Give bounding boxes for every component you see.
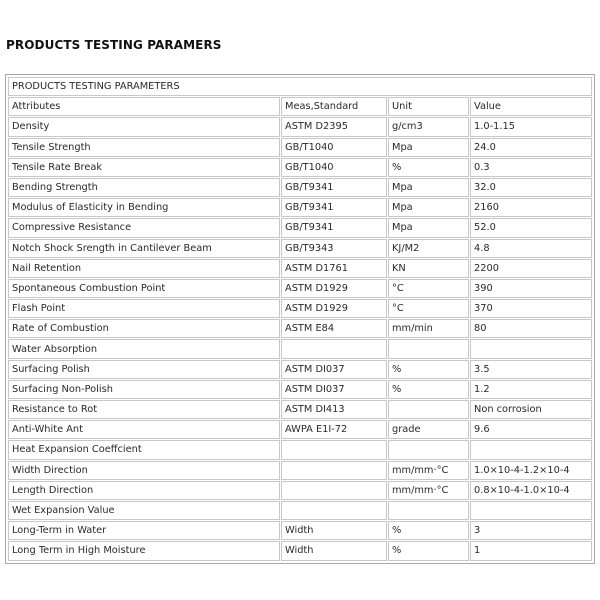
value-cell: 3: [470, 521, 592, 540]
unit-cell: mm/min: [388, 319, 469, 338]
attribute-cell: Surfacing Non-Polish: [8, 380, 280, 399]
attribute-cell: Width Direction: [8, 461, 280, 480]
table-row: [8, 440, 592, 459]
standard-cell: Width: [281, 521, 387, 540]
value-cell: 0.3: [470, 158, 592, 177]
attribute-cell: Compressive Resistance: [8, 218, 280, 237]
table-row: [8, 541, 592, 560]
unit-cell: mm/mm·°C: [388, 481, 469, 500]
testing-parameters-table-frame: [5, 74, 595, 564]
column-header-attributes: Attributes: [8, 97, 280, 116]
attribute-cell: Long-Term in Water: [8, 521, 280, 540]
table-row: [8, 239, 592, 258]
unit-cell: %: [388, 380, 469, 399]
value-cell: 2200: [470, 259, 592, 278]
value-cell: 390: [470, 279, 592, 298]
standard-cell: GB/T1040: [281, 138, 387, 157]
value-cell: 32.0: [470, 178, 592, 197]
value-cell: 80: [470, 319, 592, 338]
standard-cell: GB/T9341: [281, 178, 387, 197]
unit-cell: KN: [388, 259, 469, 278]
attribute-cell: Long Term in High Moisture: [8, 541, 280, 560]
table-row: [8, 138, 592, 157]
unit-cell: mm/mm·°C: [388, 461, 469, 480]
value-cell: 1.2: [470, 380, 592, 399]
standard-cell: GB/T9343: [281, 239, 387, 258]
standard-cell: ASTM D1761: [281, 259, 387, 278]
table-row: [8, 158, 592, 177]
attribute-cell: Bending Strength: [8, 178, 280, 197]
standard-cell: [281, 339, 387, 358]
standard-cell: [281, 440, 387, 459]
value-cell: Non corrosion: [470, 400, 592, 419]
standard-cell: ASTM DI413: [281, 400, 387, 419]
unit-cell: [388, 400, 469, 419]
table-row: [8, 501, 592, 520]
page-title: PRODUCTS TESTING PARAMERS: [6, 38, 222, 52]
standard-cell: [281, 501, 387, 520]
attribute-cell: Wet Expansion Value: [8, 501, 280, 520]
unit-cell: [388, 339, 469, 358]
attribute-cell: Spontaneous Combustion Point: [8, 279, 280, 298]
unit-cell: °C: [388, 279, 469, 298]
value-cell: 1.0-1.15: [470, 117, 592, 136]
standard-cell: ASTM D1929: [281, 279, 387, 298]
table-row: [8, 279, 592, 298]
table-body: [8, 117, 592, 560]
attribute-cell: Tensile Rate Break: [8, 158, 280, 177]
standard-cell: ASTM E84: [281, 319, 387, 338]
standard-cell: ASTM DI037: [281, 380, 387, 399]
table-row: [8, 198, 592, 217]
unit-cell: %: [388, 360, 469, 379]
testing-parameters-table: [7, 76, 593, 562]
unit-cell: KJ/M2: [388, 239, 469, 258]
standard-cell: GB/T9341: [281, 198, 387, 217]
table-row: [8, 380, 592, 399]
table-row: [8, 461, 592, 480]
attribute-cell: Density: [8, 117, 280, 136]
table-row: [8, 521, 592, 540]
column-header-value: Value: [470, 97, 592, 116]
attribute-cell: Modulus of Elasticity in Bending: [8, 198, 280, 217]
column-header-unit: Unit: [388, 97, 469, 116]
value-cell: [470, 501, 592, 520]
standard-cell: Width: [281, 541, 387, 560]
table-header-row: [8, 97, 592, 116]
unit-cell: %: [388, 158, 469, 177]
attribute-cell: Surfacing Polish: [8, 360, 280, 379]
table-row: [8, 319, 592, 338]
table-row: [8, 259, 592, 278]
unit-cell: Mpa: [388, 218, 469, 237]
attribute-cell: Anti-White Ant: [8, 420, 280, 439]
value-cell: 370: [470, 299, 592, 318]
unit-cell: °C: [388, 299, 469, 318]
value-cell: 4.8: [470, 239, 592, 258]
unit-cell: Mpa: [388, 198, 469, 217]
value-cell: [470, 440, 592, 459]
unit-cell: %: [388, 541, 469, 560]
standard-cell: ASTM DI037: [281, 360, 387, 379]
table-row: [8, 117, 592, 136]
standard-cell: GB/T1040: [281, 158, 387, 177]
unit-cell: Mpa: [388, 178, 469, 197]
attribute-cell: Resistance to Rot: [8, 400, 280, 419]
value-cell: [470, 339, 592, 358]
value-cell: 1.0×10-4-1.2×10-4: [470, 461, 592, 480]
table-row: [8, 420, 592, 439]
value-cell: 24.0: [470, 138, 592, 157]
value-cell: 1: [470, 541, 592, 560]
attribute-cell: Rate of Combustion: [8, 319, 280, 338]
attribute-cell: Water Absorption: [8, 339, 280, 358]
attribute-cell: Notch Shock Srength in Cantilever Beam: [8, 239, 280, 258]
table-caption-row: [8, 77, 592, 96]
unit-cell: [388, 440, 469, 459]
attribute-cell: Tensile Strength: [8, 138, 280, 157]
attribute-cell: Flash Point: [8, 299, 280, 318]
value-cell: 2160: [470, 198, 592, 217]
standard-cell: [281, 481, 387, 500]
attribute-cell: Length Direction: [8, 481, 280, 500]
value-cell: 52.0: [470, 218, 592, 237]
table-row: [8, 178, 592, 197]
value-cell: 0.8×10-4-1.0×10-4: [470, 481, 592, 500]
attribute-cell: Heat Expansion Coeffcient: [8, 440, 280, 459]
table-caption: PRODUCTS TESTING PARAMETERS: [8, 77, 592, 96]
value-cell: 3.5: [470, 360, 592, 379]
unit-cell: grade: [388, 420, 469, 439]
table-row: [8, 481, 592, 500]
unit-cell: Mpa: [388, 138, 469, 157]
table-row: [8, 299, 592, 318]
unit-cell: g/cm3: [388, 117, 469, 136]
table-row: [8, 360, 592, 379]
attribute-cell: Nail Retention: [8, 259, 280, 278]
standard-cell: GB/T9341: [281, 218, 387, 237]
table-row: [8, 400, 592, 419]
standard-cell: AWPA E1I-72: [281, 420, 387, 439]
standard-cell: [281, 461, 387, 480]
table-row: [8, 339, 592, 358]
standard-cell: ASTM D2395: [281, 117, 387, 136]
table-row: [8, 218, 592, 237]
unit-cell: [388, 501, 469, 520]
column-header-standard: Meas,Standard: [281, 97, 387, 116]
value-cell: 9.6: [470, 420, 592, 439]
unit-cell: %: [388, 521, 469, 540]
standard-cell: ASTM D1929: [281, 299, 387, 318]
